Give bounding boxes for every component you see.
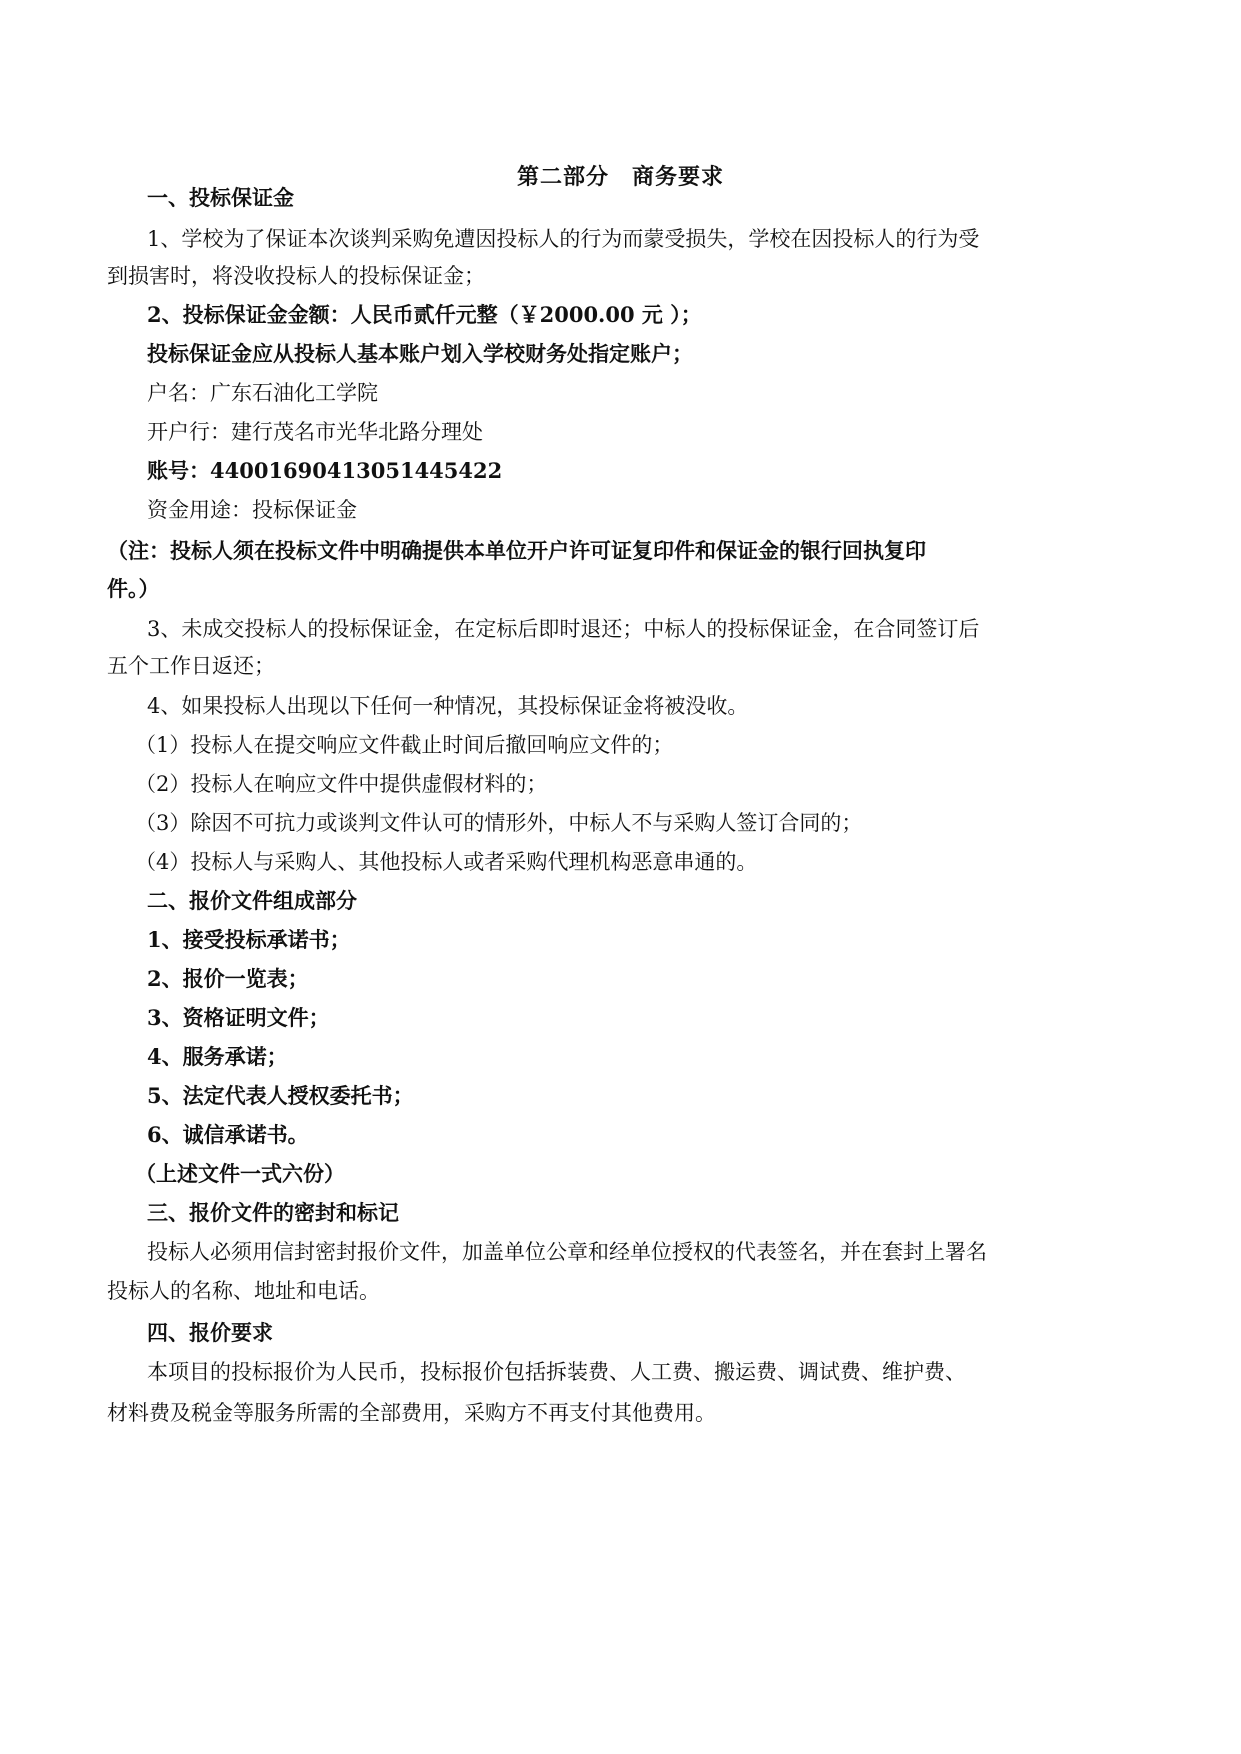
sealing-line-1: 投标人必须用信封密封报价文件，加盖单位公章和经单位授权的代表签名，并在套封上署名	[147, 1240, 987, 1264]
list-item: 2、报价一览表；	[147, 966, 309, 991]
condition-4: （4）投标人与采购人、其他投标人或者采购代理机构恶意串通的。	[135, 850, 758, 874]
bank-branch: 开户行：建行茂名市光华北路分理处	[147, 420, 483, 444]
paragraph-1-line-1: 1、学校为了保证本次谈判采购免遭因投标人的行为而蒙受损失，学校在因投标人的行为受	[147, 227, 980, 251]
list-item: 6、诚信承诺书。	[147, 1122, 309, 1147]
requirements-line-2: 材料费及税金等服务所需的全部费用，采购方不再支付其他费用。	[107, 1401, 716, 1425]
condition-3: （3）除因不可抗力或谈判文件认可的情形外，中标人不与采购人签订合同的；	[135, 811, 863, 835]
section-heading-sealing: 三、报价文件的密封和标记	[147, 1200, 399, 1225]
list-item: 1、接受投标承诺书；	[147, 927, 351, 952]
section-heading-deposit: 一、投标保证金	[147, 185, 294, 210]
account-number: 账号：44001690413051445422	[147, 458, 503, 483]
paragraph-3-line-2: 五个工作日返还；	[107, 654, 275, 678]
sealing-line-2: 投标人的名称、地址和电话。	[107, 1279, 380, 1303]
requirements-line-1: 本项目的投标报价为人民币，投标报价包括拆装费、人工费、搬运费、调试费、维护费、	[147, 1360, 966, 1384]
paragraph-4: 4、如果投标人出现以下任何一种情况，其投标保证金将被没收。	[147, 694, 749, 718]
fund-purpose: 资金用途：投标保证金	[147, 498, 357, 522]
list-item: 5、法定代表人授权委托书；	[147, 1083, 414, 1108]
paragraph-3-line-1: 3、未成交投标人的投标保证金，在定标后即时退还；中标人的投标保证金，在合同签订后	[147, 617, 980, 641]
account-name: 户名：广东石油化工学院	[147, 381, 378, 405]
paragraph-1-line-2: 到损害时，将没收投标人的投标保证金；	[107, 264, 485, 288]
page-title: 第二部分 商务要求	[516, 164, 724, 190]
section-heading-quote-documents: 二、报价文件组成部分	[147, 888, 357, 913]
note-line-1: （注：投标人须在投标文件中明确提供本单位开户许可证复印件和保证金的银行回执复印	[107, 538, 926, 563]
deposit-transfer-note: 投标保证金应从投标人基本账户划入学校财务处指定账户；	[147, 341, 693, 366]
list-item: 4、服务承诺；	[147, 1044, 288, 1069]
section-heading-quote-requirements: 四、报价要求	[147, 1320, 273, 1345]
list-item: 3、资格证明文件；	[147, 1005, 330, 1030]
copies-note: （上述文件一式六份）	[135, 1161, 345, 1186]
condition-2: （2）投标人在响应文件中提供虚假材料的；	[135, 772, 548, 796]
condition-1: （1）投标人在提交响应文件截止时间后撤回响应文件的；	[135, 733, 674, 757]
deposit-amount: 2、投标保证金金额：人民币贰仟元整（￥2000.00 元 ）；	[147, 302, 702, 327]
note-line-2: 件。）	[107, 576, 160, 601]
